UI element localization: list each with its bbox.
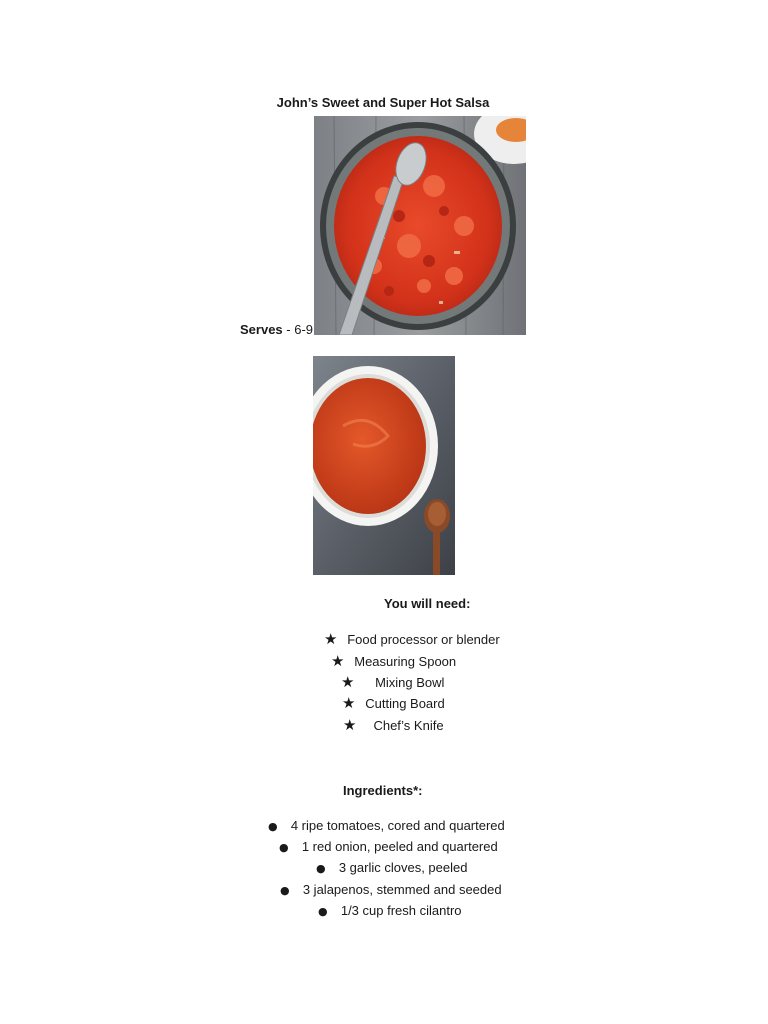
bullet-icon: ● (280, 884, 290, 897)
ingredient-item: ● 1/3 cup fresh cilantro (318, 903, 462, 918)
smooth-salsa-illustration (313, 356, 455, 575)
salsa-bowl-photo (314, 116, 526, 335)
bullet-icon: ● (279, 841, 289, 854)
smooth-salsa-photo (313, 356, 455, 575)
ingredient-item: ● 4 ripe tomatoes, cored and quartered (268, 818, 505, 833)
star-icon: ★ (331, 652, 345, 670)
serves-label: Serves (240, 322, 283, 337)
equipment-item: ★ Food processor or blender (324, 630, 500, 648)
ingredient-item: ● 3 garlic cloves, peeled (316, 860, 468, 875)
bullet-icon: ● (268, 820, 278, 833)
equipment-heading: You will need: (384, 596, 471, 611)
serves-value: - 6-9 (282, 322, 313, 337)
equipment-item: ★ Measuring Spoon (331, 652, 457, 670)
serves-line (240, 322, 313, 337)
bullet-icon: ● (316, 862, 326, 875)
star-icon: ★ (342, 694, 356, 712)
recipe-title-text: John’s Sweet and Super Hot Salsa (276, 95, 490, 110)
salsa-bowl-illustration (314, 116, 526, 335)
star-icon: ★ (341, 673, 355, 691)
star-icon: ★ (324, 630, 338, 648)
recipe-title (0, 95, 768, 110)
equipment-item: ★ Chef’s Knife (343, 716, 444, 734)
bullet-icon: ● (318, 905, 328, 918)
star-icon: ★ (343, 716, 357, 734)
ingredient-item: ● 1 red onion, peeled and quartered (279, 839, 498, 854)
ingredient-item: ● 3 jalapenos, stemmed and seeded (280, 882, 502, 897)
equipment-item: ★ Cutting Board (342, 694, 445, 712)
equipment-item: ★ Mixing Bowl (341, 673, 445, 691)
ingredients-heading: Ingredients*: (343, 783, 423, 798)
